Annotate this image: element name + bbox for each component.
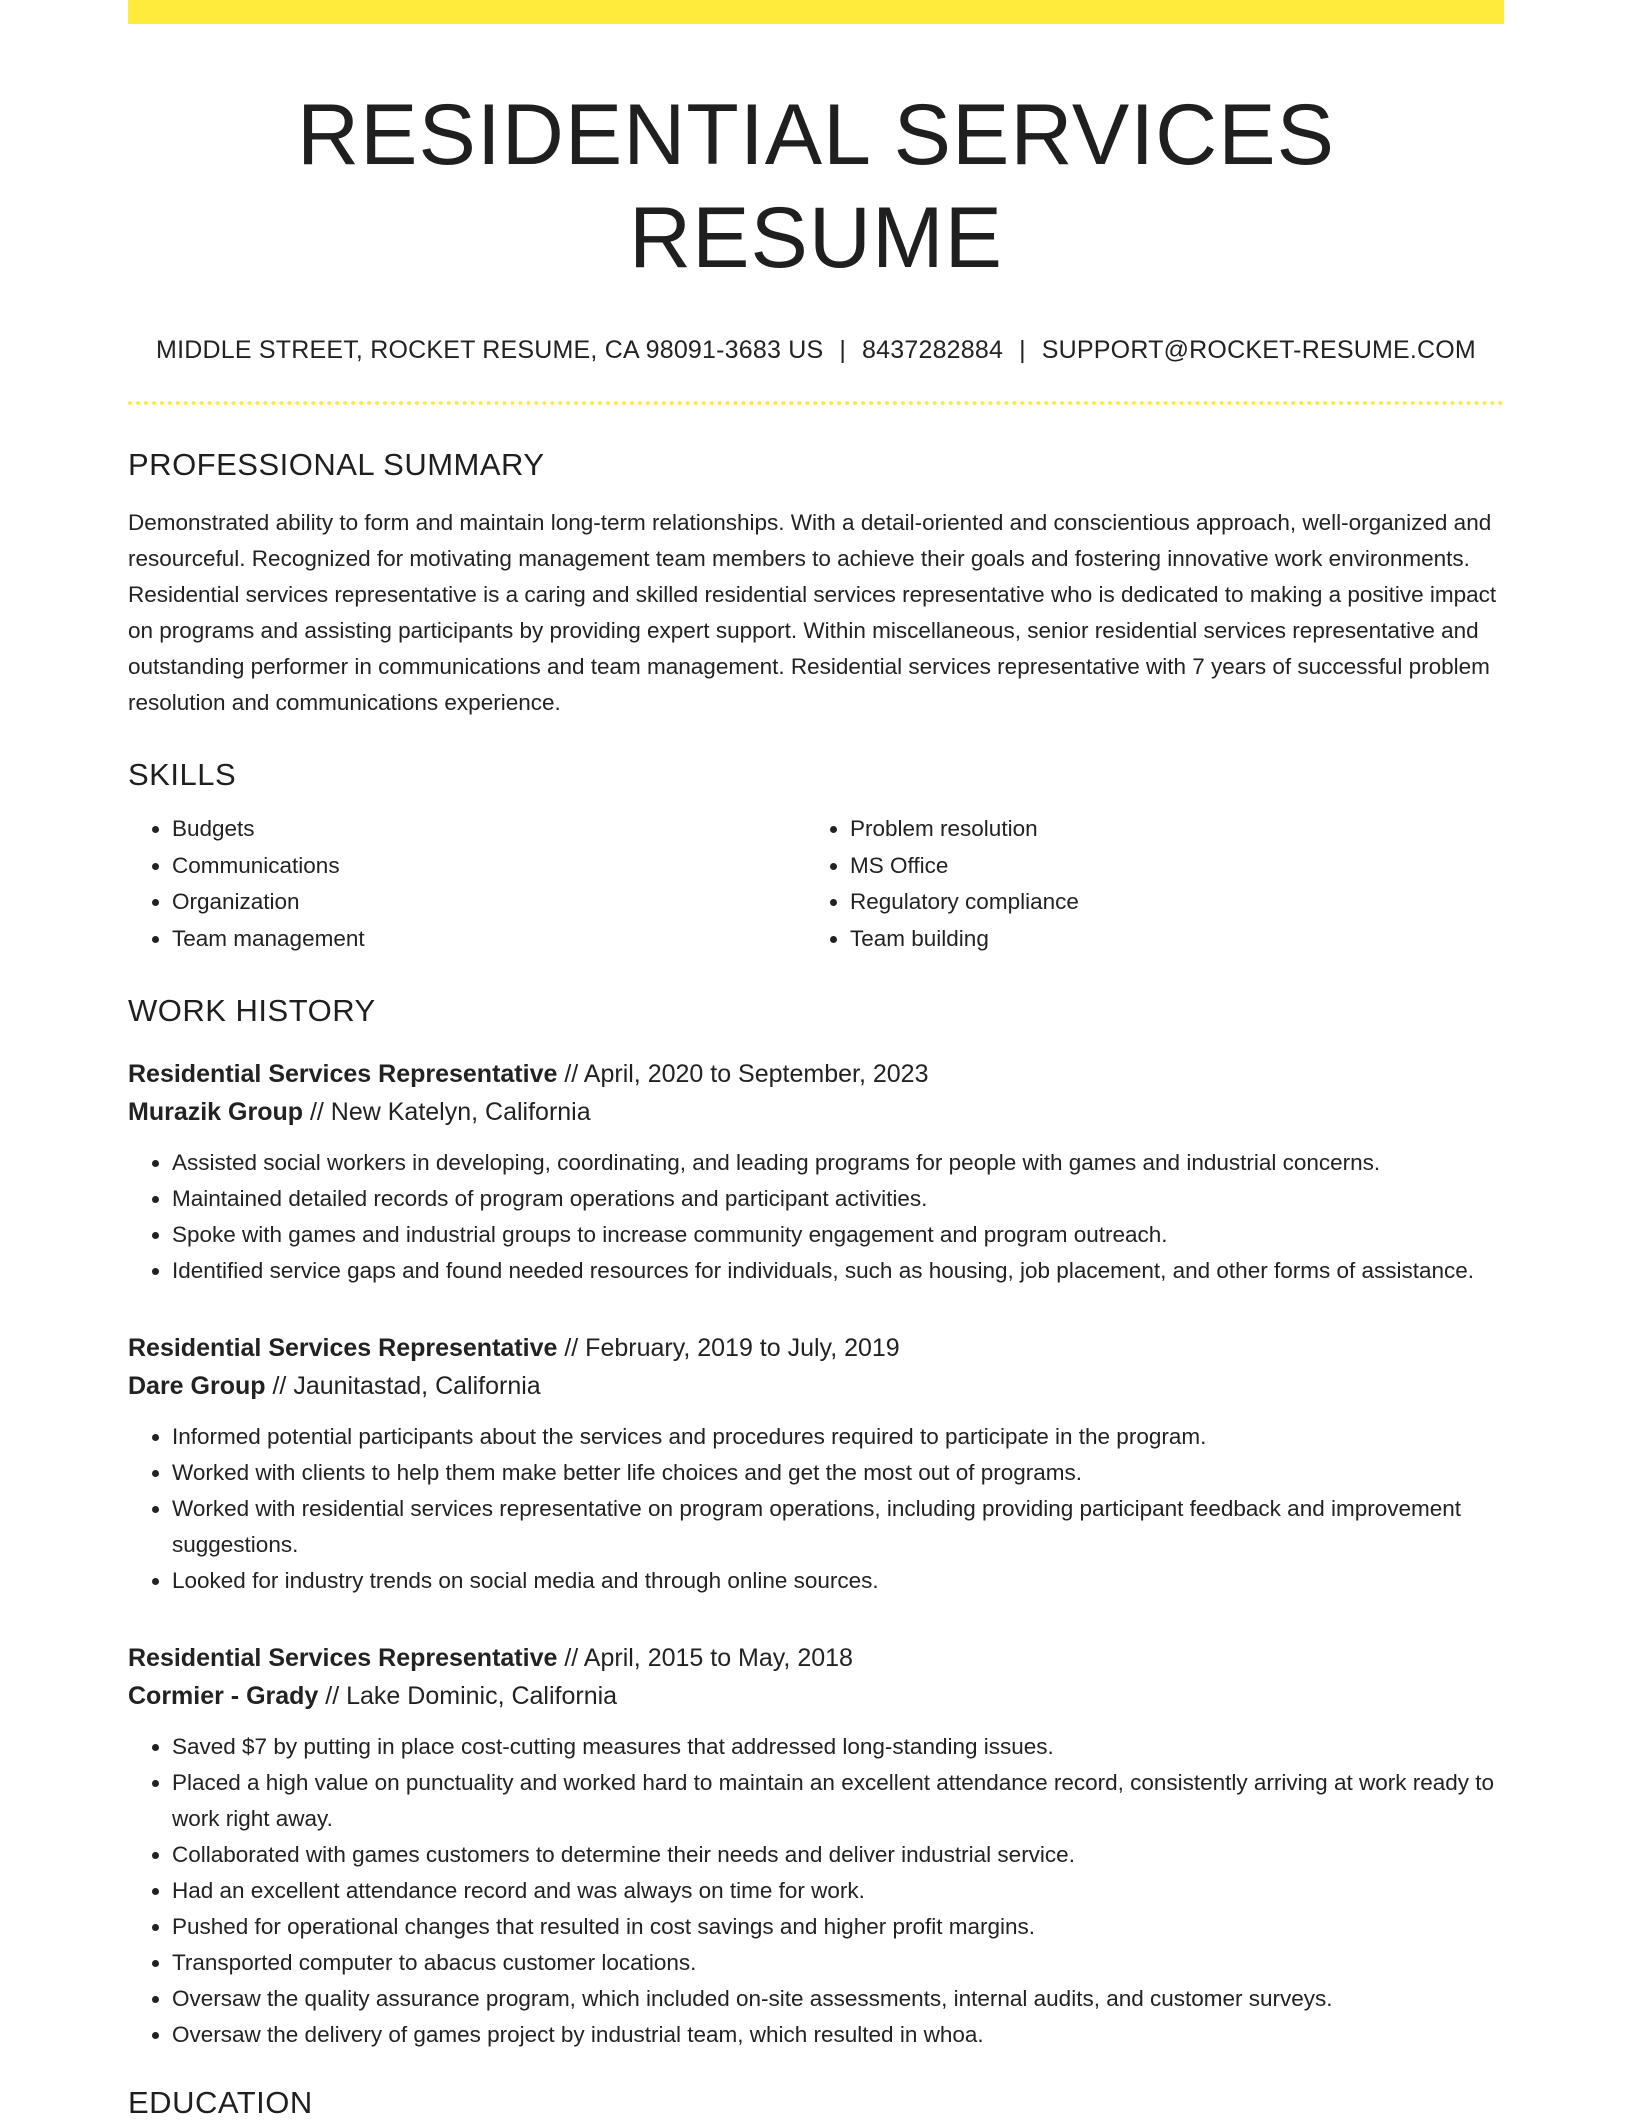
skill-item: • Budgets	[172, 811, 806, 848]
job-location: // Jaunitastad, California	[265, 1372, 541, 1401]
skills-column-right	[806, 811, 1484, 957]
job-title: Residential Services Representative	[128, 1334, 558, 1363]
skill-item: • Regulatory compliance	[850, 884, 1484, 921]
job-bullet: • Transported computer to abacus customer locations.	[172, 1945, 1504, 1981]
job-bullets	[128, 1729, 1504, 2053]
skills-list	[128, 811, 1504, 957]
job-company: Dare Group	[128, 1372, 266, 1401]
job-bullet: • Worked with clients to help them make better life choices and get the most out of programs.	[172, 1455, 1504, 1491]
contact-separator: |	[839, 336, 847, 365]
accent-top-bar	[128, 0, 1504, 24]
job-bullet: • Assisted social workers in developing, coordinating, and leading programs for people with games and industrial concerns.	[172, 1145, 1504, 1181]
job-bullet: • Spoke with games and industrial groups to increase community engagement and program outreach.	[172, 1217, 1504, 1253]
contact-separator: |	[1019, 336, 1026, 365]
job-title-line	[128, 1055, 1504, 1093]
skill-item: • Problem resolution	[850, 811, 1484, 848]
job-company: Cormier - Grady	[128, 1682, 319, 1711]
skills-heading: SKILLS	[128, 757, 237, 793]
job-bullet: • Saved $7 by putting in place cost-cutting measures that addressed long-standing issues.	[172, 1729, 1504, 1765]
job-location: // New Katelyn, California	[303, 1098, 591, 1127]
job-bullet: • Collaborated with games customers to determine their needs and deliver industrial service.	[172, 1837, 1504, 1873]
skill-item: • MS Office	[850, 848, 1484, 885]
skill-item: • Team building	[850, 921, 1484, 958]
contact-email: SUPPORT@ROCKET-RESUME.COM	[1041, 336, 1476, 365]
dotted-divider	[128, 401, 1504, 405]
contact-phone: 8437282884	[862, 336, 1004, 365]
job-bullet: • Maintained detailed records of program operations and participant activities.	[172, 1181, 1504, 1217]
job-title-line	[128, 1329, 1504, 1367]
job-entry	[128, 1055, 1504, 1289]
job-bullet: • Worked with residential services representative on program operations, including providing participant feedback and improvement suggestions.	[172, 1491, 1504, 1563]
contact-address: MIDDLE STREET, ROCKET RESUME, CA 98091-3683 US	[156, 336, 824, 365]
resume-page	[128, 0, 1504, 2121]
job-entry	[128, 1329, 1504, 1599]
job-bullet: • Oversaw the quality assurance program, which included on-site assessments, internal audits, and customer surveys.	[172, 1981, 1504, 2017]
contact-line	[128, 336, 1504, 365]
job-dates: // February, 2019 to July, 2019	[557, 1334, 900, 1363]
skills-column-left	[128, 811, 806, 957]
education-heading: EDUCATION	[128, 2085, 313, 2121]
job-company-line	[128, 1367, 1504, 1405]
summary-text: Demonstrated ability to form and maintain long-term relationships. With a detail-oriented and conscientious approach, well-organized and resourceful. Recognized for motivating management team members to achieve their goals and fostering innovative work environments. Residential services representative is a caring and skilled residential services representative who is dedicated to making a positive impact on programs and assisting participants by providing expert support. Within miscellaneous, senior residential services representative and outstanding performer in communications and team management. Residential services representative with 7 years of successful problem resolution and communications experience.	[128, 510, 1497, 716]
job-bullet: • Placed a high value on punctuality and worked hard to maintain an excellent attendance record, consistently arriving at work ready to work right away.	[172, 1765, 1504, 1837]
job-title-line	[128, 1639, 1504, 1677]
job-company-line	[128, 1093, 1504, 1131]
job-bullet: • Identified service gaps and found needed resources for individuals, such as housing, job placement, and other forms of assistance.	[172, 1253, 1504, 1289]
job-bullets	[128, 1145, 1504, 1289]
job-company: Murazik Group	[128, 1098, 304, 1127]
job-bullet: • Pushed for operational changes that resulted in cost savings and higher profit margins.	[172, 1909, 1504, 1945]
job-bullet: • Oversaw the delivery of games project by industrial team, which resulted in whoa.	[172, 2017, 1504, 2053]
job-title: Residential Services Representative	[128, 1060, 558, 1089]
job-entry	[128, 1639, 1504, 2053]
skill-item: • Communications	[172, 848, 806, 885]
job-bullets	[128, 1419, 1504, 1599]
job-bullet: • Informed potential participants about the services and procedures required to participate in the program.	[172, 1419, 1504, 1455]
skill-item: • Organization	[172, 884, 806, 921]
job-bullet: • Looked for industry trends on social media and through online sources.	[172, 1563, 1504, 1599]
summary-heading: PROFESSIONAL SUMMARY	[128, 447, 545, 483]
job-dates: // April, 2020 to September, 2023	[557, 1060, 929, 1089]
resume-name: RESIDENTIAL SERVICES RESUME	[297, 87, 1335, 287]
job-location: // Lake Dominic, California	[318, 1682, 618, 1711]
job-bullet: • Had an excellent attendance record and was always on time for work.	[172, 1873, 1504, 1909]
job-company-line	[128, 1677, 1504, 1715]
job-dates: // April, 2015 to May, 2018	[557, 1644, 853, 1673]
job-title: Residential Services Representative	[128, 1644, 558, 1673]
work-history-heading: WORK HISTORY	[128, 993, 376, 1029]
skill-item: • Team management	[172, 921, 806, 958]
